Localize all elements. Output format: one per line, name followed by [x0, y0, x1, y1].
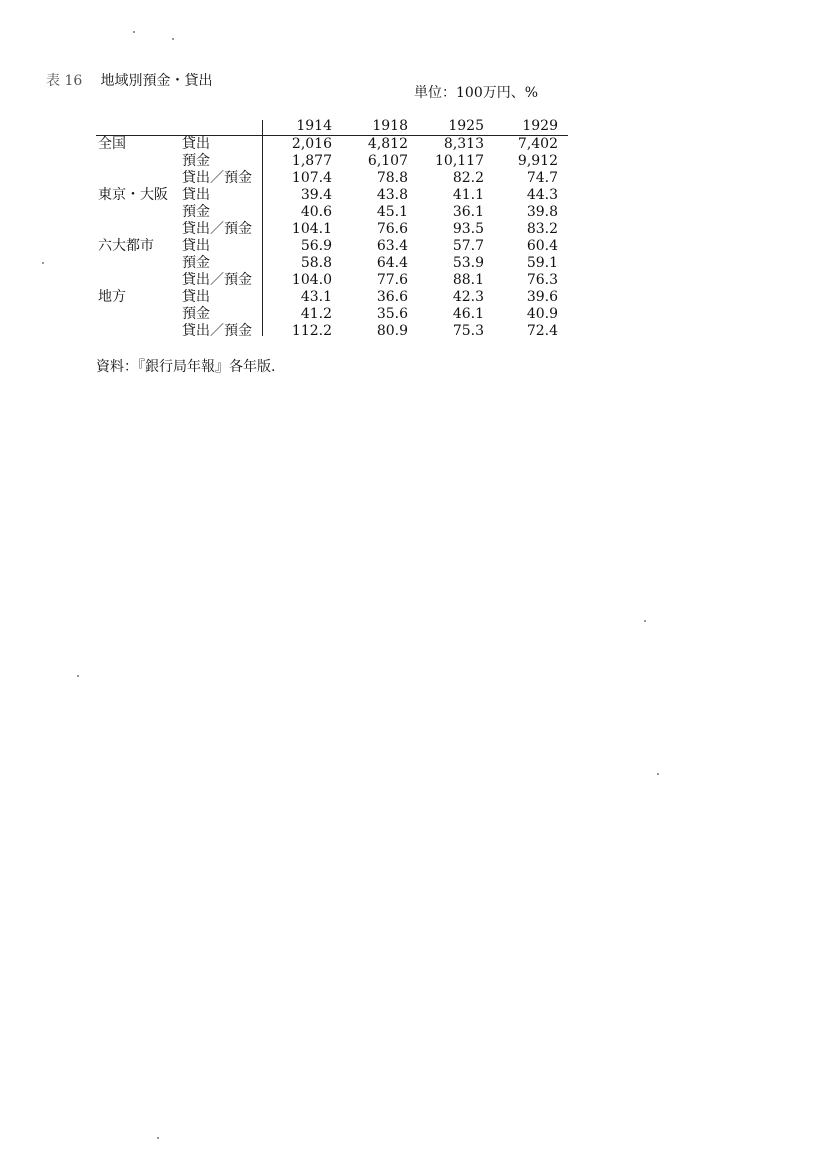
item-label: 貸出 — [182, 187, 210, 203]
value-cell: 107.4 — [291, 170, 332, 186]
scan-speck — [157, 1137, 159, 1139]
value-cell: 39.6 — [526, 289, 558, 305]
value-cell: 74.7 — [526, 170, 558, 186]
value-cell: 60.4 — [526, 238, 558, 254]
value-cell: 39.8 — [526, 204, 558, 220]
scan-speck — [133, 31, 135, 33]
value-cell: 63.4 — [376, 238, 408, 254]
item-label: 貸出 — [182, 136, 210, 152]
item-label: 預金 — [182, 153, 210, 169]
value-cell: 76.6 — [376, 221, 408, 237]
item-label: 貸出／預金 — [182, 272, 252, 288]
item-label: 預金 — [182, 204, 210, 220]
region-label: 東京・大阪 — [98, 187, 168, 203]
value-cell: 57.7 — [452, 238, 484, 254]
table-row — [96, 323, 568, 340]
value-cell: 59.1 — [526, 255, 558, 271]
value-cell: 75.3 — [452, 323, 484, 339]
value-cell: 76.3 — [526, 272, 558, 288]
value-cell: 88.1 — [452, 272, 484, 288]
table-row — [96, 272, 568, 289]
column-header: 1925 — [448, 118, 484, 134]
value-cell: 112.2 — [291, 323, 332, 339]
value-cell: 78.8 — [376, 170, 408, 186]
value-cell: 6,107 — [367, 153, 408, 169]
table-number: 表 16 — [46, 73, 83, 89]
item-label: 貸出／預金 — [182, 323, 252, 339]
table-title-text: 地域別預金・貸出 — [100, 73, 213, 89]
item-label: 預金 — [182, 306, 210, 322]
value-cell: 43.8 — [376, 187, 408, 203]
scan-speck — [657, 773, 659, 775]
value-cell: 104.0 — [291, 272, 332, 288]
value-cell: 58.8 — [300, 255, 332, 271]
item-label: 預金 — [182, 255, 210, 271]
region-label: 全国 — [98, 136, 126, 152]
value-cell: 10,117 — [435, 153, 484, 169]
unit-label: 単位：100万円、% — [414, 85, 539, 101]
value-cell: 4,812 — [367, 136, 408, 152]
value-cell: 45.1 — [376, 204, 408, 220]
value-cell: 43.1 — [300, 289, 332, 305]
table-row — [96, 187, 568, 204]
table-title — [46, 70, 212, 90]
source-note: 資料：『銀行局年報』各年版. — [96, 359, 276, 375]
item-label: 貸出／預金 — [182, 170, 252, 186]
value-cell: 9,912 — [517, 153, 558, 169]
value-cell: 8,313 — [443, 136, 484, 152]
column-header: 1914 — [296, 118, 332, 134]
scan-speck — [77, 675, 79, 677]
column-header: 1918 — [372, 118, 408, 134]
table-row — [96, 204, 568, 221]
value-cell: 39.4 — [300, 187, 332, 203]
column-header: 1929 — [522, 118, 558, 134]
value-cell: 42.3 — [452, 289, 484, 305]
scan-speck — [42, 262, 44, 264]
data-table — [96, 116, 568, 340]
value-cell: 2,016 — [291, 136, 332, 152]
value-cell: 56.9 — [300, 238, 332, 254]
value-cell: 83.2 — [526, 221, 558, 237]
table-body — [96, 136, 568, 340]
table-row — [96, 289, 568, 306]
value-cell: 36.1 — [452, 204, 484, 220]
table-row — [96, 238, 568, 255]
table-row — [96, 306, 568, 323]
item-label: 貸出／預金 — [182, 221, 252, 237]
region-label: 六大都市 — [98, 238, 154, 254]
table-row — [96, 255, 568, 272]
table-row — [96, 153, 568, 170]
item-label: 貸出 — [182, 238, 210, 254]
value-cell: 44.3 — [526, 187, 558, 203]
table-row — [96, 170, 568, 187]
value-cell: 80.9 — [376, 323, 408, 339]
item-label: 貸出 — [182, 289, 210, 305]
table-header-row — [96, 116, 568, 136]
value-cell: 35.6 — [376, 306, 408, 322]
table-row — [96, 136, 568, 153]
value-cell: 77.6 — [376, 272, 408, 288]
value-cell: 72.4 — [526, 323, 558, 339]
scan-speck — [644, 620, 646, 622]
value-cell: 40.6 — [300, 204, 332, 220]
value-cell: 53.9 — [452, 255, 484, 271]
scan-speck — [172, 38, 174, 40]
table-row — [96, 221, 568, 238]
value-cell: 41.2 — [300, 306, 332, 322]
value-cell: 40.9 — [526, 306, 558, 322]
value-cell: 104.1 — [291, 221, 332, 237]
value-cell: 36.6 — [376, 289, 408, 305]
value-cell: 64.4 — [376, 255, 408, 271]
value-cell: 1,877 — [291, 153, 332, 169]
value-cell: 41.1 — [452, 187, 484, 203]
value-cell: 93.5 — [452, 221, 484, 237]
value-cell: 82.2 — [452, 170, 484, 186]
region-label: 地方 — [98, 289, 126, 305]
value-cell: 46.1 — [452, 306, 484, 322]
value-cell: 7,402 — [517, 136, 558, 152]
